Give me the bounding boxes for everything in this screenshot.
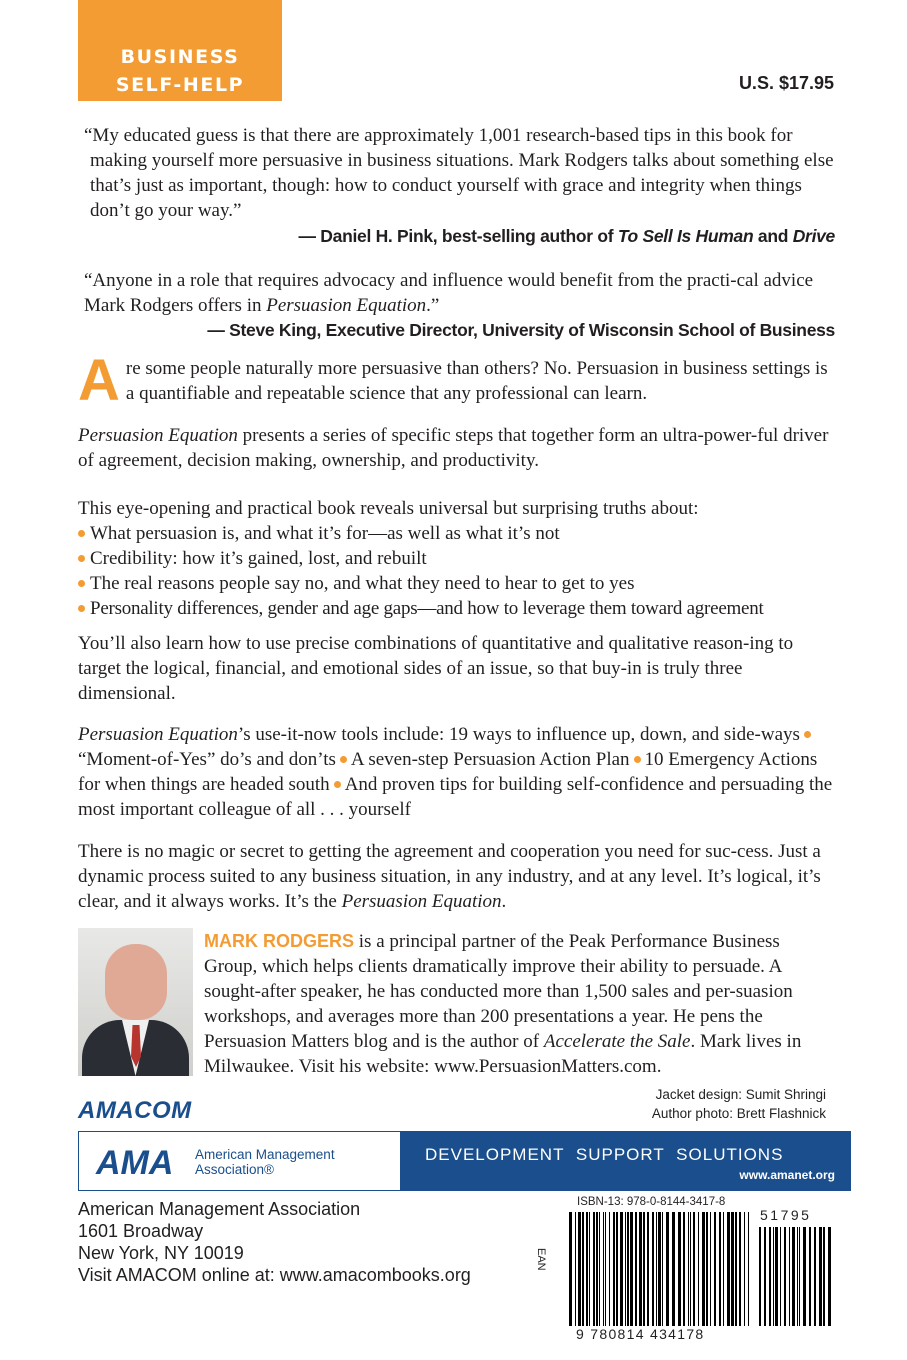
list-item [78, 571, 835, 596]
ama-url: www.amanet.org [739, 1168, 835, 1182]
attribution-book-1: To Sell Is Human [617, 226, 754, 246]
list-item-text: The real reasons people say no, and what they need to hear to get to yes [90, 573, 635, 594]
closing-text: There is no magic or secret to getting the agreement and cooperation you need for suc-cess. Just a dynamic process suited to any business situation, in any industry, and at any level. It’s logical, it’s clear, and it always works. It’s the [78, 841, 821, 912]
tools-lead: ’s use-it-now tools include: 19 ways to influence up, down, and side-ways [237, 724, 800, 745]
bio-text-1: is a principal partner of the Peak Performance Business Group, which helps clients dramatically improve their ability to persuade. A sought-after speaker, he has conducted more than 1,500 sales and per-suasion workshops, and averages more than 200 presentations a year. He pens the Persuasion Matters blog and is the author of [204, 931, 793, 1052]
list-item-text: Credibility: how it’s gained, lost, and rebuilt [90, 548, 427, 569]
amacom-logo: AMACOM [78, 1097, 192, 1124]
address-line-2: 1601 Broadway [78, 1221, 204, 1241]
truths-list [78, 521, 835, 621]
tools-item: 10 Emergency Actions for when things are headed south [78, 749, 818, 795]
closing-title: Persuasion Equation [341, 891, 502, 912]
list-item-text: What persuasion is, and what it’s for—as well as what it’s not [90, 523, 560, 544]
bullet-dot-icon [78, 555, 85, 562]
bullet-dot-icon [334, 781, 341, 788]
tools-paragraph [78, 722, 835, 822]
address-line-1: American Management Association [78, 1199, 361, 1219]
photo-credit: Author photo: Brett Flashnick [651, 1106, 826, 1121]
bullet-dot-icon [804, 731, 811, 738]
steps-title: Persuasion Equation [78, 425, 238, 446]
category-label [78, 0, 282, 101]
address-line-4: Visit AMACOM online at: www.amacombooks.org [78, 1265, 471, 1285]
quote-pink-attribution [78, 224, 835, 249]
ean-label: EAN [535, 1248, 547, 1271]
steps-text: presents a series of specific steps that together form an ultra-power-ful driver of agreement, decision making, ownership, and productivity. [78, 425, 829, 471]
list-item-text: Personality differences, gender and age gaps—and how to leverage them toward agreement [90, 598, 764, 619]
barcode-digits: 9 780814 434178 [576, 1326, 705, 1342]
quote-pink-text: “My educated guess is that there are approximately 1,001 research-based tips in this book for making yourself more persuasive in business situations. Mark Rodgers talks about something else that’s just as important, though: how to conduct yourself with grace and integrity when things don’t go your way.” [84, 125, 834, 221]
drop-cap: A [78, 348, 120, 413]
bullet-dot-icon [634, 756, 641, 763]
author-name: MARK RODGERS [204, 931, 355, 951]
quote-king-text [84, 268, 835, 318]
reveals-paragraph: This eye-opening and practical book reveals universal but surprising truths about: [78, 498, 699, 519]
closing-paragraph [78, 839, 835, 914]
address-line-3: New York, NY 10019 [78, 1243, 244, 1263]
bio-text-2: . Mark lives in Milwaukee. Visit his website: www.PersuasionMatters.com. [204, 1031, 802, 1077]
barcode-addon-digits: 51795 [760, 1207, 812, 1223]
bullet-dot-icon [78, 605, 85, 612]
attribution-book-2: Drive [792, 226, 835, 246]
bullet-dot-icon [78, 580, 85, 587]
closing-end: . [501, 891, 507, 912]
ama-banner-left [79, 1132, 400, 1190]
jacket-credit: Jacket design: Sumit Shringi [655, 1087, 826, 1102]
isbn: ISBN-13: 978-0-8144-3417-8 [577, 1196, 726, 1208]
credits [652, 1085, 826, 1123]
bullet-dot-icon [78, 530, 85, 537]
ama-name-line-1: American Management [195, 1147, 335, 1162]
author-head [105, 944, 167, 1020]
category-line-1: BUSINESS [120, 46, 240, 68]
quote-king [78, 268, 835, 343]
quote-king-book: Persuasion Equation [266, 295, 427, 316]
ama-name [195, 1147, 335, 1177]
bullet-dot-icon [340, 756, 347, 763]
author-photo [78, 928, 193, 1076]
publisher-address [78, 1198, 471, 1286]
ama-logo: AMA [96, 1144, 174, 1182]
tools-title: Persuasion Equation [78, 724, 238, 745]
tools-item: A seven-step Persuasion Action Plan [350, 749, 630, 770]
category-line-2: SELF-HELP [115, 74, 245, 96]
quote-pink [78, 123, 835, 249]
steps-paragraph [78, 423, 835, 473]
barcode-addon-icon [759, 1227, 833, 1326]
tools-item: And proven tips for building self-confidence and persuading the most important colleague of all . . . yourself [78, 774, 833, 820]
intro-text: re some people naturally more persuasive than others? No. Persuasion in business settings is a quantifiable and repeatable science that any professional can learn. [125, 358, 828, 404]
quote-king-part1: “Anyone in a role that requires advocacy and influence would benefit from the practi-cal advice Mark Rodgers offers in [84, 270, 814, 316]
author-bio [204, 929, 836, 1079]
learn-paragraph: You’ll also learn how to use precise combinations of quantitative and qualitative reason-ing to target the logical, financial, and emotional sides of an issue, so that buy-in is truly three dimensional. [78, 633, 794, 704]
intro-paragraph [78, 348, 835, 413]
ama-banner [78, 1131, 851, 1191]
ama-tagline: DEVELOPMENT SUPPORT SOLUTIONS [425, 1145, 784, 1164]
list-item [78, 521, 835, 546]
ama-banner-right [400, 1132, 850, 1190]
price: U.S. $17.95 [738, 73, 834, 93]
ama-name-line-2: Association® [195, 1162, 274, 1177]
list-item [78, 596, 835, 621]
attribution-conj: and [753, 226, 793, 246]
attribution-prefix: — Daniel H. Pink, best-selling author of [298, 226, 618, 246]
quote-king-part2: .” [426, 295, 440, 316]
bio-book: Accelerate the Sale [543, 1031, 691, 1052]
tools-item: “Moment-of-Yes” do’s and don’ts [78, 749, 336, 770]
list-item [78, 546, 835, 571]
barcode-icon [569, 1212, 752, 1326]
quote-king-attribution: — Steve King, Executive Director, University of Wisconsin School of Business [207, 320, 835, 340]
